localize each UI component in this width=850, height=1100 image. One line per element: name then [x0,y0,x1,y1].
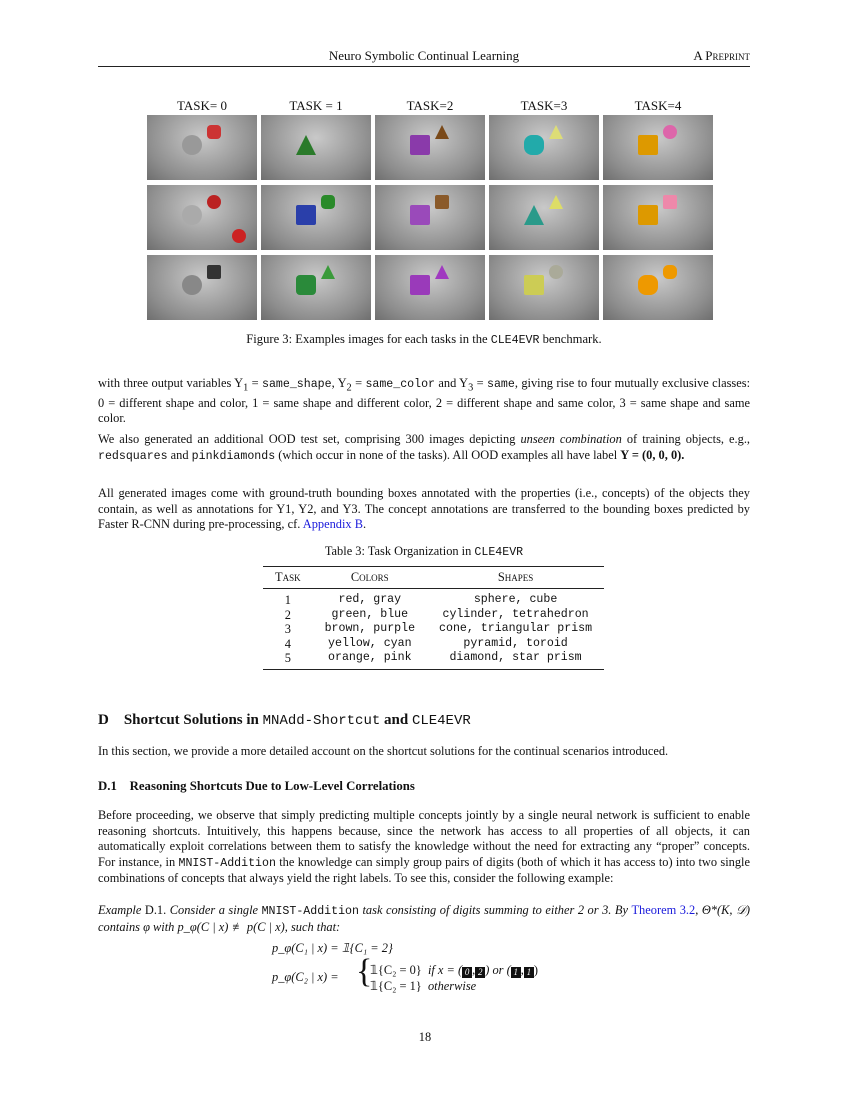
table-header: Colors [313,567,427,589]
scene-object [663,265,677,279]
theorem-link[interactable]: Theorem 3.2 [631,903,696,917]
benchmark-example-image [489,185,599,250]
equation-c2-cases: 𝟙{C₂ = 0} if x = ( 0 , 2 ) or ( 1 , 1 ) 𝟙{C₂ = 1} otherwise [370,963,538,993]
table-cell: green, blue [331,607,409,621]
scene-object [207,125,221,139]
benchmark-example-image [375,185,485,250]
running-header [98,48,750,67]
appendix-b-link[interactable]: Appendix B [302,517,363,531]
benchmark-example-image [603,185,713,250]
task-label: TASK=4 [634,98,682,113]
example-d1: Example D.1. Consider a single MNIST-Addition task consisting of digits summing to either 2 or 3. By Theorem 3.2, Θ*(K, 𝒟) contains φ with p_φ(C | x) ≢ p(C | x), such that: [98,903,751,934]
benchmark-example-image [147,185,257,250]
scene-object [182,205,202,225]
table-cell: 3 [284,622,291,636]
scene-object [182,275,202,295]
section-d-intro: In this section, we provide a more detailed account on the shortcut solutions for the continual scenarios introduced. [98,744,669,758]
digit-1-image: 1 [524,967,534,978]
paragraph-output-variables: with three output variables $Y_1$ = same_shape, $Y_2$ = same_color and $Y_3$ = same, giving rise to four mutually exclusive classes: 0 = different shape and color, 1 = same shape and different color, 2 = different shape and same color, 3 = same shape and same color. [98,376,751,426]
scene-object [663,125,677,139]
scene-object [232,229,246,243]
scene-object [638,275,658,295]
table-header: Shapes [427,567,604,589]
benchmark-example-image [489,115,599,180]
scene-object [410,135,430,155]
scene-object [435,265,449,279]
task-label: TASK=3 [520,98,568,113]
table-cell: 4 [284,636,291,651]
scene-object [296,275,316,295]
benchmark-example-image [261,255,371,320]
benchmark-example-image [261,185,371,250]
header-title: Neuro Symbolic Continual Learning [328,48,520,63]
task-label: TASK= 0 [177,98,227,113]
digit-1-image: 1 [511,967,521,978]
scene-object [435,125,449,139]
table-row [263,622,604,637]
table-cell: 2 [284,607,291,622]
table-caption: Table 3: Task Organization in CLE4EVR [324,544,524,559]
benchmark-example-image [375,255,485,320]
scene-object [296,135,316,155]
scene-object [638,135,658,155]
scene-object [410,205,430,225]
scene-object [410,275,430,295]
equation-c1: p_φ(C₁ | x) = 𝟙{C₁ = 2} [272,941,393,955]
scene-object [638,205,658,225]
table-cell: diamond, star prism [449,651,582,664]
benchmark-example-image [261,115,371,180]
benchmark-example-image [375,115,485,180]
table-cell: cylinder, tetrahedron [442,607,589,621]
digit-0-image: 0 [462,967,472,978]
header-preprint: A Preprint [693,48,750,63]
table-row [263,608,604,623]
scene-object [207,265,221,279]
scene-object [663,195,677,209]
paragraph-ood: We also generated an additional OOD test set, comprising 300 images depicting unseen combination of training objects, e.g., redsquares and pinkdiamonds (which occur in none of the tasks). All OOD examples all have label Y = (0, 0, 0). [98,432,751,463]
benchmark-example-image [603,255,713,320]
scene-object [321,195,335,209]
table-row [263,589,604,608]
benchmark-example-image [147,115,257,180]
table-row [263,651,604,666]
benchmark-example-image [603,115,713,180]
task-organization-table [263,566,604,670]
scene-object [524,135,544,155]
scene-object [296,205,316,225]
table-header: Task [263,567,313,589]
table-cell: red, gray [338,593,402,606]
table-cell: 1 [284,593,291,607]
brace: { [356,953,373,990]
scene-object [182,135,202,155]
page-number: 18 [418,1030,432,1044]
benchmark-example-image [147,255,257,320]
table-row [263,637,604,652]
scene-object [207,195,221,209]
scene-object [524,205,544,225]
digit-2-image: 2 [475,967,485,978]
paragraph-shortcuts: Before proceeding, we observe that simply predicting multiple concepts jointly by a single neural network is sufficient to enable reasoning shortcuts. Intuitively, this happens because, since the network has access to all properties of all objects, it can automatically exploit correlations between them to satisfy the knowledge without the need for extracting any “proper” concepts. For instance, in MNIST-Addition the knowledge can simply group pairs of digits (both of which it has access to) into two single combinations of concepts that always yield the right labels. To see this, consider the following example: [98,808,750,885]
table-cell: pyramid, toroid [463,636,568,650]
benchmark-example-image [489,255,599,320]
section-d-heading: D Shortcut Solutions in MNAdd-Shortcut and CLE4EVR [98,712,471,729]
table-cell: sphere, cube [473,593,558,606]
table-cell: 5 [284,651,291,665]
scene-object [435,195,449,209]
scene-object [321,265,335,279]
scene-object [524,275,544,295]
scene-object [549,265,563,279]
paragraph-bounding-boxes: All generated images come with ground-truth bounding boxes annotated with the properties (i.e., concepts) of the objects they contain, as well as annotations for Y1, Y2, and Y3. The concept annotations are transferred to the bounding boxes predicted by Faster R-CNN during pre-processing, cf. Appendix B. [98,486,750,531]
table-cell: brown, purple [324,622,416,635]
scene-object [549,195,563,209]
table-cell: yellow, cyan [328,636,412,650]
equation-c2-lhs: p_φ(C₂ | x) = [272,970,339,984]
scene-object [549,125,563,139]
figure-caption: Figure 3: Examples images for each tasks in the CLE4EVR benchmark. [246,332,602,347]
table-cell: orange, pink [328,651,412,664]
subsection-d1-heading: D.1 Reasoning Shortcuts Due to Low-Level Correlations [98,779,415,793]
table-cell: cone, triangular prism [439,622,593,635]
task-label: TASK = 1 [289,98,343,113]
task-label: TASK=2 [406,98,454,113]
